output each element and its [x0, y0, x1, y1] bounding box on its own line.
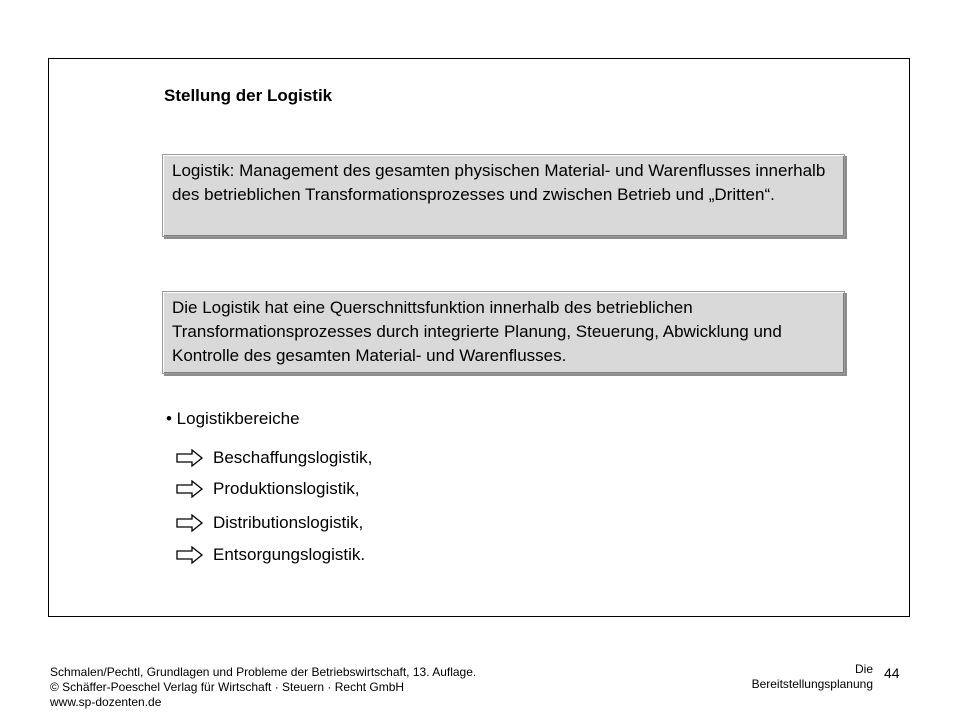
- logistics-area-item: [176, 543, 365, 567]
- logistics-area-label: Entsorgungslogistik.: [213, 545, 366, 564]
- chapter-label: [733, 662, 873, 692]
- chapter-label-line: Die: [854, 662, 873, 676]
- slide-title: Stellung der Logistik: [164, 86, 333, 105]
- website-line: www.sp-dozenten.de: [50, 695, 162, 709]
- logistics-area-item: [176, 477, 359, 501]
- function-box: Die Logistik hat eine Querschnittsfunktion innerhalb des betrieblichen Transformationsprozesses durch integrierte Planung, Steuerung, Abwicklung und Kontrolle des gesamten Material- und Warenflusses.: [162, 291, 845, 374]
- logistics-areas-heading: • Logistikbereiche: [166, 409, 300, 428]
- logistics-area-item: [176, 446, 372, 470]
- logistics-area-label: Distributionslogistik,: [213, 513, 364, 532]
- right-arrow-outline-icon: [176, 514, 204, 532]
- page-number: 44: [884, 665, 900, 681]
- chapter-label-line: Bereitstellungsplanung: [751, 677, 873, 691]
- definition-box: Logistik: Management des gesamten physischen Material- und Warenflusses innerhalb des betrieblichen Transformationsprozesses und zwischen Betrieb und „Dritten“.: [162, 154, 845, 237]
- logistics-area-item: [176, 511, 363, 535]
- citation-line: Schmalen/Pechtl, Grundlagen und Probleme der Betriebswirtschaft, 13. Auflage.: [50, 665, 477, 679]
- logistics-area-label: Produktionslogistik,: [213, 479, 360, 498]
- right-arrow-outline-icon: [176, 546, 204, 564]
- logistics-area-label: Beschaffungslogistik,: [213, 448, 373, 467]
- right-arrow-outline-icon: [176, 480, 204, 498]
- source-citation: [50, 665, 476, 710]
- right-arrow-outline-icon: [176, 449, 204, 467]
- copyright-line: © Schäffer-Poeschel Verlag für Wirtschaft · Steuern · Recht GmbH: [50, 680, 405, 694]
